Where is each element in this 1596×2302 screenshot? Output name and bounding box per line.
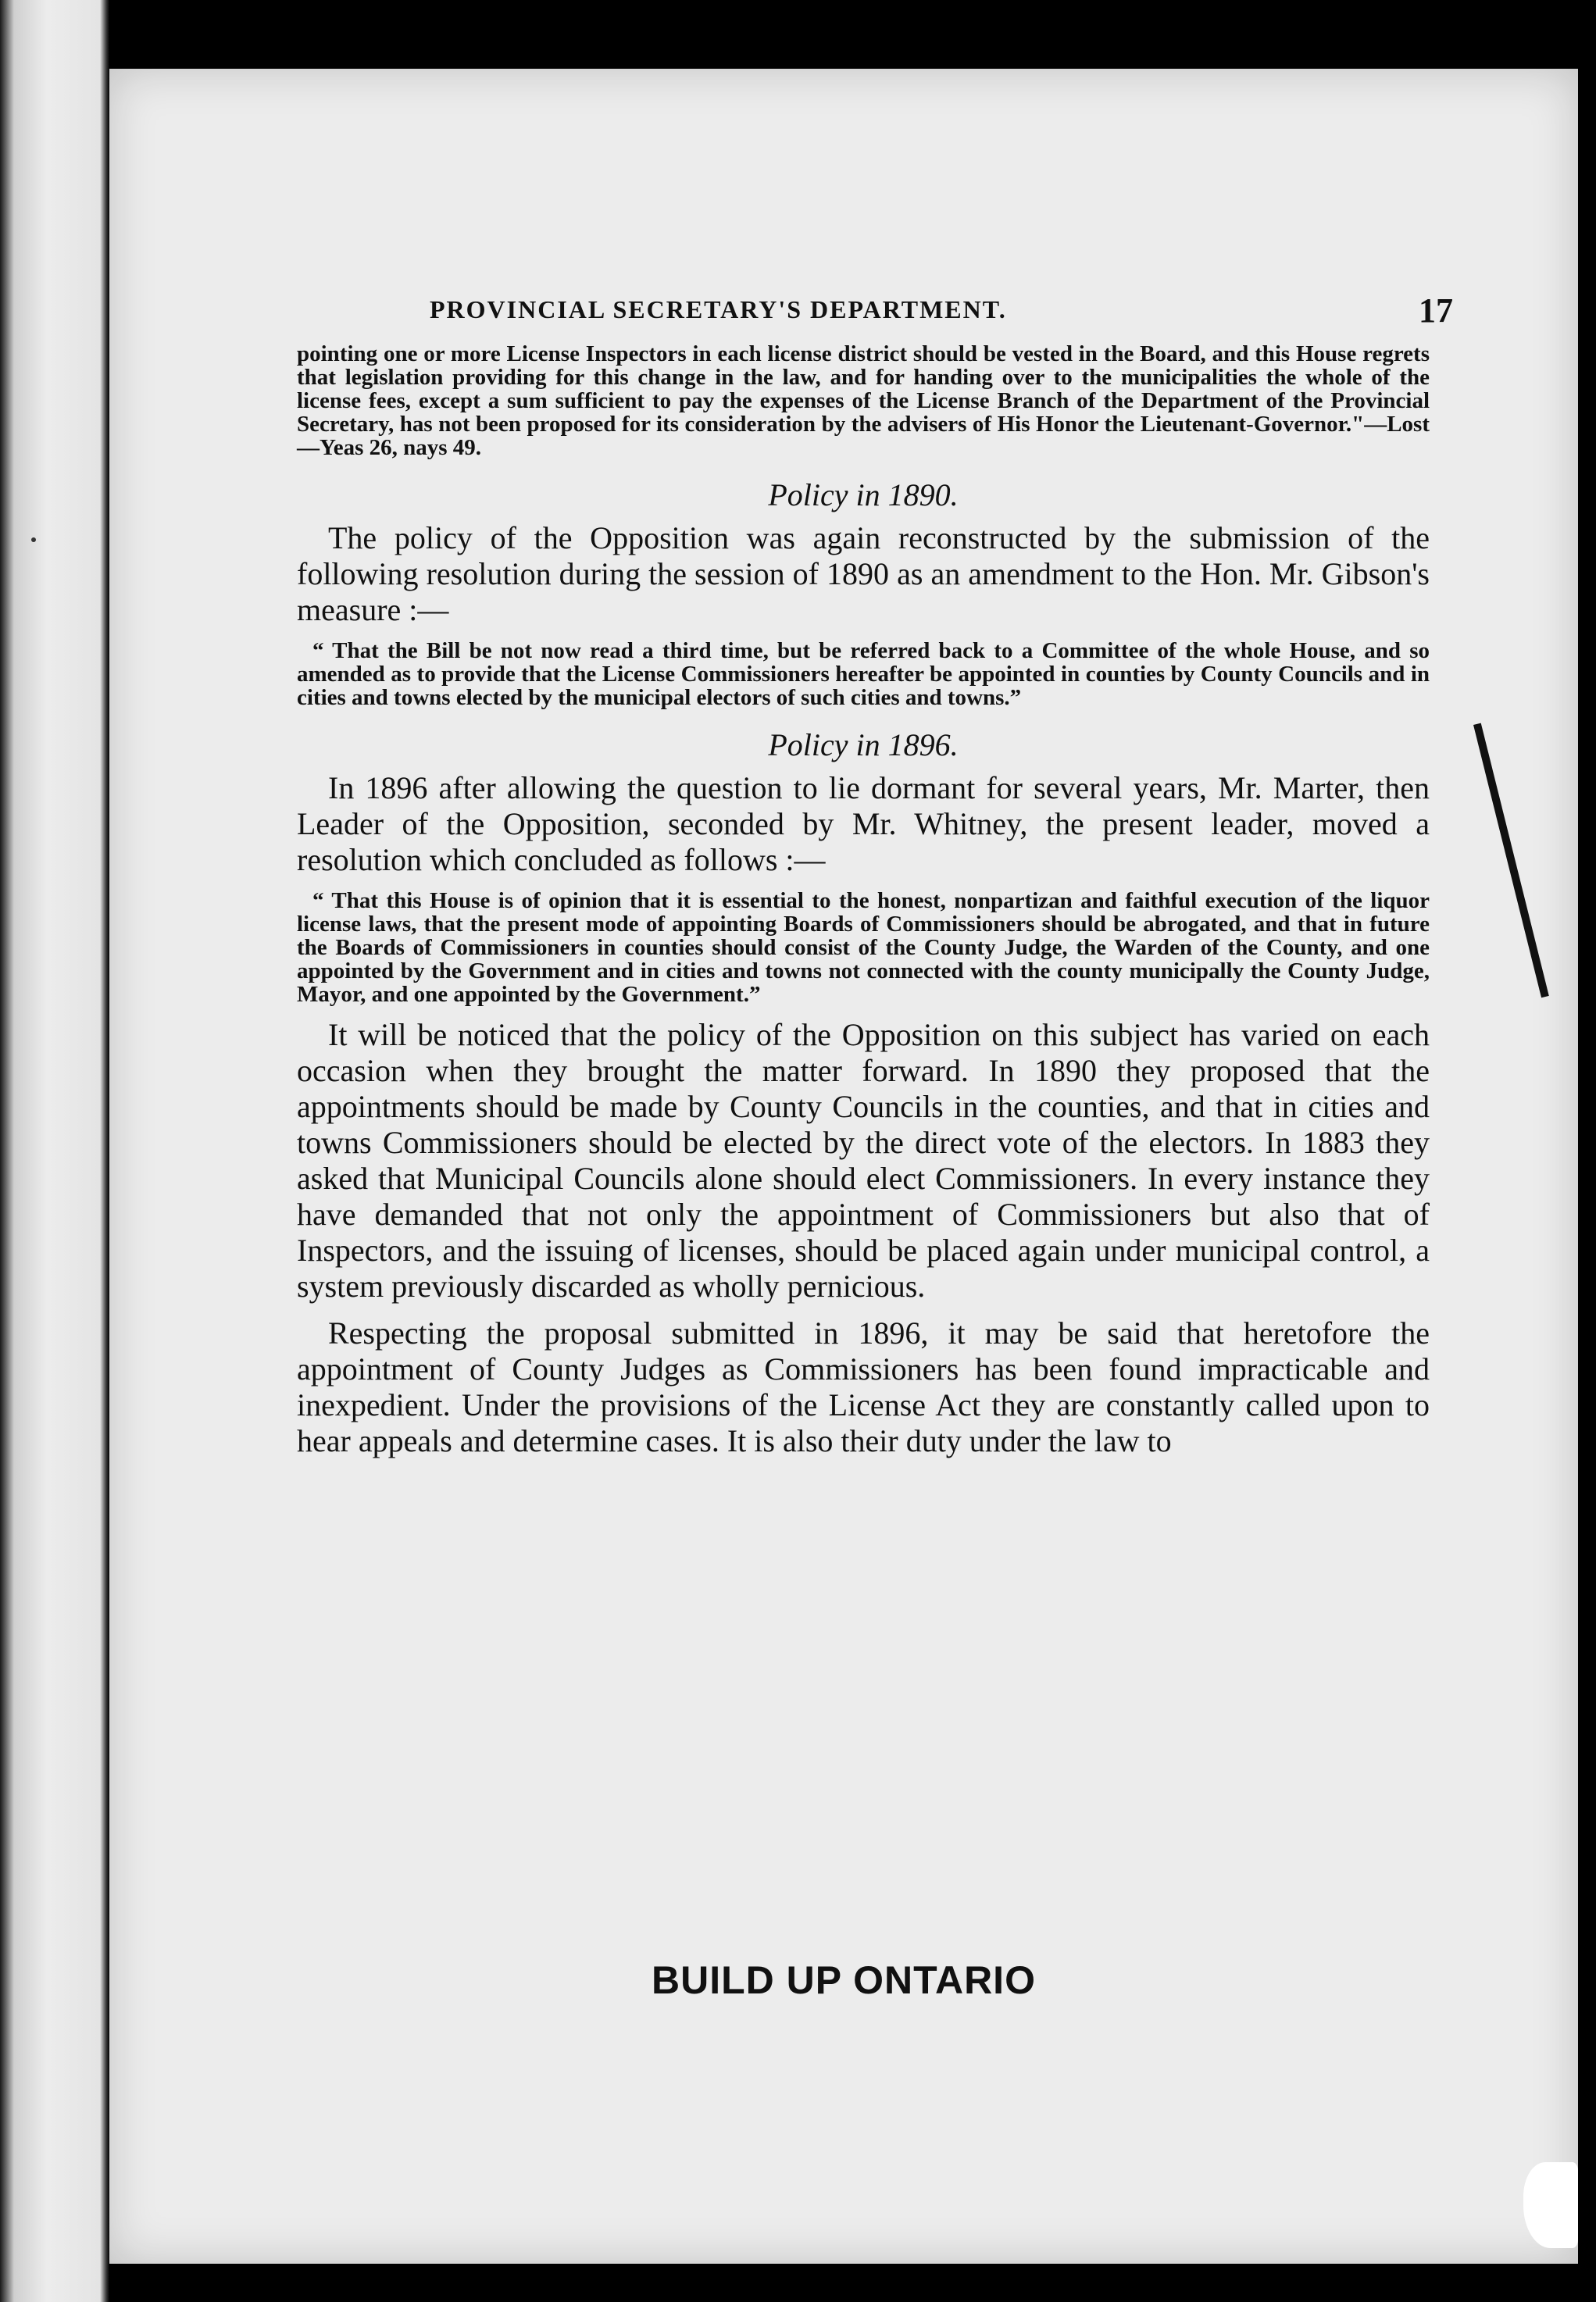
binding-shadow [1473,723,1549,998]
footer-slogan: BUILD UP ONTARIO [652,1958,1036,2002]
section-heading-1896: Policy in 1896. [768,727,959,762]
section-body-1896: In 1896 after allowing the question to lie dormant for several years, Mr. Marter, then Leader of the Opposition, seconded by Mr. Whitney, the present leader, moved a resolution which concluded as follows :— [297,770,1430,877]
corner-damage [1523,2162,1578,2248]
document-page [109,69,1578,2264]
page-number: 17 [1419,291,1453,330]
running-head-title: PROVINCIAL SECRETARY'S DEPARTMENT. [430,295,1007,323]
section-1890 [297,476,1430,709]
section-body-1890: The policy of the Opposition was again reconstructed by the submission of the following resolution during the session of 1890 as an amendment to the Hon. Mr. Gibson's measure :— [297,520,1430,627]
section-heading-1890: Policy in 1890. [768,477,959,512]
text-column [297,291,1453,1470]
opening-paragraph: pointing one or more License Inspectors in each license district should be vested in the Board, and this House regrets that legislation providing for this change in the law, and for handing over to the municipalities the whole of the license fees, except a sum sufficient to pay the expenses of the License Branch of the Department of the Provincial Secretary, has not been proposed for its consideration by the advisers of His Honor the Lieutenant-Governor."—Lost—Yeas 26, nays 49. [297,341,1430,460]
margin-speck [31,537,36,542]
running-head [297,291,1453,342]
closing-paragraph-1: It will be noticed that the policy of the Opposition on this subject has varied on each occasion when they brought the matter forward. In 1890 they proposed that the appointments should be made by County Councils in the counties, and that in cities and towns Commissioners should be elected by the direct vote of the electors. In 1883 they asked that Municipal Councils alone should elect Commissioners. In every instance they have demanded that not only the appointment of Commissioners but also that of Inspectors, and the issuing of licenses, should be placed again under municipal control, a system previously discarded as wholly pernicious. [297,1017,1430,1304]
adjacent-page-edge [0,0,109,2302]
resolution-quote-1896: “ That this House is of opinion that it is essential to the honest, nonpartizan and faithful execution of the liquor license laws, that the present mode of appointing Boards of Commissioners should be abrogated, and that in future the Boards of Commissioners in counties should consist of the County Judge, the Warden of the County, and one appointed by the Government and in cities and towns not connected with the county municipally the County Judge, Mayor, and one appointed by the Government.” [297,888,1430,1007]
section-1896 [297,726,1430,1006]
resolution-quote-1890: “ That the Bill be not now read a third time, but be referred back to a Committee of the whole House, and so amended as to provide that the License Commissioners hereafter be appointed in counties by County Councils and in cities and towns elected by the municipal electors of such cities and towns.” [297,638,1430,710]
closing-paragraph-2: Respecting the proposal submitted in 1896, it may be said that heretofore the appointment of County Judges as Commissioners has been found impracticable and inexpedient. Under the provisions of the License Act they are constantly called upon to hear appeals and determine cases. It is also their duty under the law to [297,1315,1430,1458]
